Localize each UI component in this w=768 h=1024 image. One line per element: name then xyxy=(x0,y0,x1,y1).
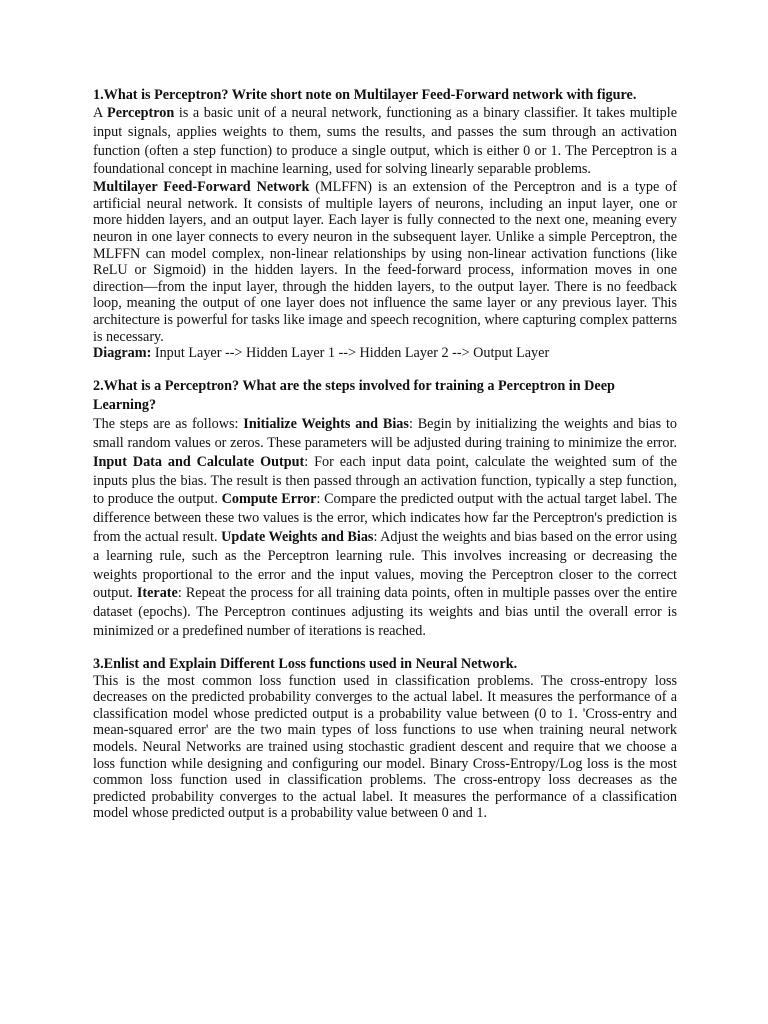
mlffn-text: (MLFFN) is an extension of the Perceptron and is a type of artificial neural network. It consists of multiple layers of neurons, including an input layer, one or more hidden layers, and an output layer. Each layer is fully connected to the next one, meaning every neuron in one layer connects to every neuron in the subsequent layer. Unlike a simple Perceptron, the MLFFN can model complex, non-linear relationships by using non-linear activation functions (like ReLU or Sigmoid) in the hidden layers. In the feed-forward process, information moves in one direction—from the input layer, through the hidden layers, to the output layer. There is no feedback loop, meaning the output of one layer does not influence the same layer or any previous layer. This architecture is powerful for tasks like image and speech recognition, where capturing complex patterns is necessary. xyxy=(93,179,677,345)
perceptron-paragraph xyxy=(93,104,677,179)
step-iterate-text: : Repeat the process for all training data points, often in multiple passes over the entire dataset (epochs). The Perceptron continues adjusting its weights and bias until the overall error is minimized or a predefined number of iterations is reached. xyxy=(93,585,677,639)
question-2-section xyxy=(93,377,677,641)
step-update-text: : Adjust the weights and bias based on the error using a learning rule, such as the Perceptron learning rule. This involves increasing or decreasing the weights proportional to the error and the input values, moving the Perceptron closer to the correct output. xyxy=(93,528,677,602)
question-3-heading: 3.Enlist and Explain Different Loss functions used in Neural Network. xyxy=(93,655,518,672)
diagram-line xyxy=(93,345,677,362)
question-1-heading: 1.What is Perceptron? Write short note on Multilayer Feed-Forward network with figure. xyxy=(93,87,637,103)
step-initialize-text: : Begin by initializing the weights and bias to small random values or zeros. These parameters will be adjusted during training to minimize the error. xyxy=(93,416,678,451)
mlffn-term: Multilayer Feed-Forward Network xyxy=(93,179,310,196)
steps-intro: The steps are as follows: xyxy=(93,416,244,433)
p1-text-b: is a basic unit of a neural network, functioning as a binary classifier. It takes multiple input signals, applies weights to them, sums the results, and passes the sum through an activation function (often a step function) to produce a single output, which is either 0 or 1. The Perceptron is a foundational concept in machine learning, used for solving linearly separable problems. xyxy=(93,105,677,178)
step-input: Input Data and Calculate Output xyxy=(93,453,305,470)
document-page xyxy=(93,86,677,822)
question-2-heading: 2.What is a Perceptron? What are the steps involved for training a Perceptron in Deep Learning? xyxy=(93,378,615,414)
loss-functions-paragraph: This is the most common loss function used in classification problems. The cross-entropy loss decreases on the predicted probability converges to the actual label. It measures the performance of a classification model whose predicted output is a probability value between (0 to 1. 'Cross-entry and mean-squared error' are the two main types of loss functions to use when training neural network models. Neural Networks are trained using stochastic gradient descent and require that we choose a loss function while designing and configuring our model. Binary Cross-Entropy/Log loss is the most common loss function used in classification problems. The cross-entropy loss decreases as the predicted probability converges to the actual label. It measures the performance of a classification model whose predicted output is a probability value between 0 and 1. xyxy=(93,672,677,822)
diagram-label: Diagram: xyxy=(93,345,152,362)
mlffn-paragraph xyxy=(93,179,677,345)
step-update: Update Weights and Bias xyxy=(221,528,374,545)
p1-text-a: A xyxy=(93,105,108,121)
question-3-section xyxy=(93,655,677,822)
step-initialize: Initialize Weights and Bias xyxy=(243,416,409,433)
perceptron-term: Perceptron xyxy=(107,105,175,121)
training-steps-paragraph xyxy=(93,415,677,641)
step-iterate: Iterate xyxy=(136,585,178,602)
step-input-text: : For each input data point, calculate the weighted sum of the inputs plus the bias. The result is then passed through an activation function, typically a step function, to produce the output. xyxy=(93,453,677,508)
question-1-section xyxy=(93,86,677,362)
step-compute-error: Compute Error xyxy=(221,491,317,508)
diagram-text: Input Layer --> Hidden Layer 1 --> Hidden Layer 2 --> Output Layer xyxy=(151,345,550,362)
step-compute-error-text: : Compare the predicted output with the actual target label. The difference between these two values is the error, which indicates how far the Perceptron's prediction is from the actual result. xyxy=(93,491,677,545)
